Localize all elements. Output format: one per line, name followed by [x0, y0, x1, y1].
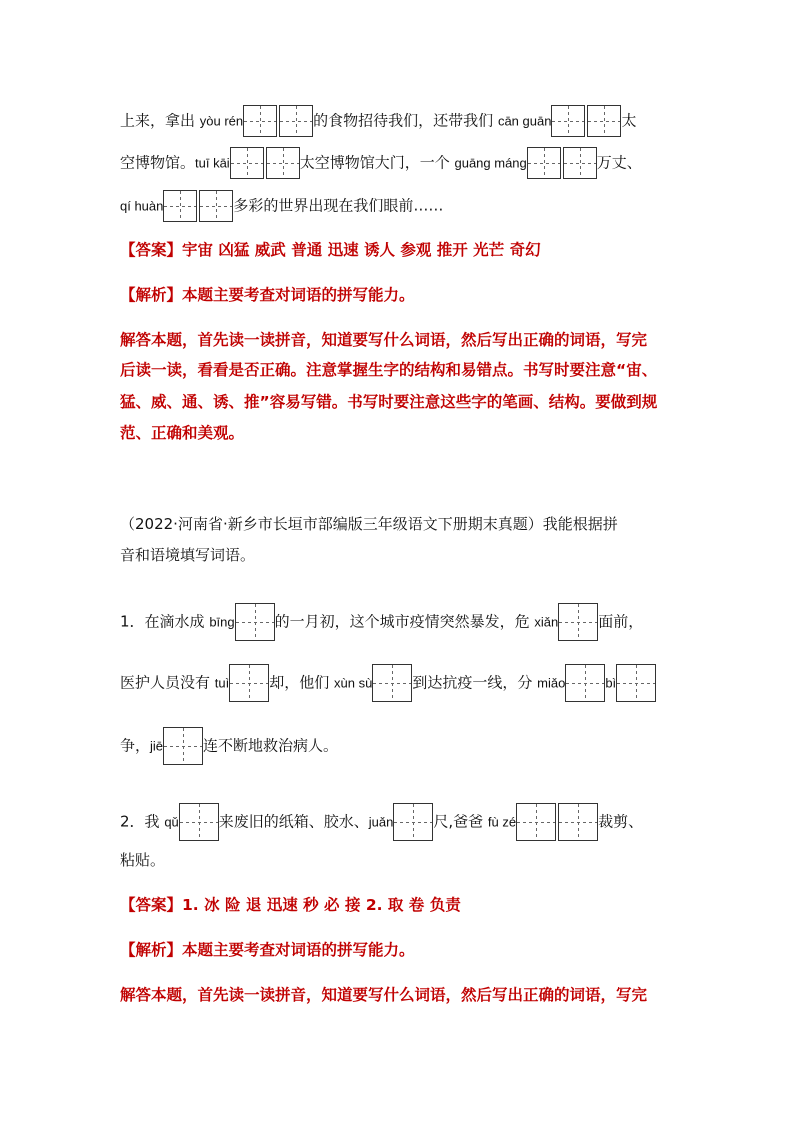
text: 连不断地救治病人。: [203, 736, 339, 755]
tianzige-box[interactable]: [587, 105, 621, 137]
tianzige-box[interactable]: [266, 147, 300, 179]
q2-item2-line-1: [120, 803, 643, 841]
pinyin: xiǎn: [534, 614, 559, 630]
tianzige-box[interactable]: [558, 803, 598, 841]
q1-analysis-line-3: 猛、威、通、诱、推”容易写错。书写时要注意这些字的笔画、结构。要做到规: [120, 393, 658, 411]
pinyin: tuì: [214, 675, 230, 691]
text: 争，: [120, 736, 151, 755]
text: 多彩的世界出现在我们眼前……: [233, 196, 444, 215]
tianzige-box[interactable]: [235, 603, 275, 641]
tianzige-box[interactable]: [393, 803, 433, 841]
pinyin: tuī kāi: [195, 155, 230, 171]
q2-header-line-2: 音和语境填写词语。: [120, 546, 256, 564]
q1-analysis-line-1: 解答本题，首先读一读拼音，知道要写什么词语，然后写出正确的词语，写完: [120, 331, 648, 349]
q2-analysis-title: 【解析】本题主要考查对词语的拼写能力。: [120, 941, 415, 959]
pinyin: yòu rén: [199, 113, 244, 129]
q1-line-3: [120, 190, 443, 222]
q1-line-1: [120, 105, 636, 137]
text: 的一月初，这个城市疫情突然暴发，危: [274, 612, 535, 631]
tianzige-box[interactable]: [616, 664, 656, 702]
answer-boxes[interactable]: [243, 105, 313, 137]
q1-analysis-line-4: 范、正确和美观。: [120, 424, 245, 442]
pinyin: qí huàn: [120, 198, 164, 214]
text: 2．我: [120, 812, 165, 831]
answer-boxes[interactable]: [558, 603, 598, 641]
tianzige-box[interactable]: [243, 105, 277, 137]
answer-boxes[interactable]: [551, 105, 621, 137]
answer-boxes[interactable]: [516, 803, 598, 841]
q1-analysis-line-2: 后读一读，看看是否正确。注意掌握生字的结构和易错点。书写时要注意“宙、: [120, 361, 658, 379]
q2-analysis-line-1: 解答本题，首先读一读拼音，知道要写什么词语，然后写出正确的词语，写完: [120, 986, 648, 1004]
text: 空博物馆。: [120, 153, 196, 172]
text: 裁剪、: [598, 812, 644, 831]
text: 的食物招待我们，还带我们: [313, 111, 498, 130]
q2-header-line-1: （2022·河南省·新乡市长垣市部编版三年级语文下册期末真题）我能根据拼: [120, 515, 618, 533]
text: 1．在滴水成: [120, 612, 210, 631]
q1-answer: 【答案】宇宙 凶猛 威武 普通 迅速 诱人 参观 推开 光芒 奇幻: [120, 241, 541, 259]
text: 来废旧的纸箱、胶水、: [218, 812, 369, 831]
answer-boxes[interactable]: [163, 190, 233, 222]
answer-boxes[interactable]: [565, 664, 605, 702]
text: 太空博物馆大门，一个: [299, 153, 455, 172]
tianzige-box[interactable]: [199, 190, 233, 222]
tianzige-box[interactable]: [558, 603, 598, 641]
text: 却，他们: [269, 673, 335, 692]
pinyin: fù zé: [487, 814, 517, 830]
text: 到达抗疫一线，分: [412, 673, 538, 692]
pinyin: bīng: [209, 614, 235, 630]
q1-analysis-title: 【解析】本题主要考查对词语的拼写能力。: [120, 286, 415, 304]
tianzige-box[interactable]: [163, 727, 203, 765]
answer-boxes[interactable]: [229, 664, 269, 702]
tianzige-box[interactable]: [551, 105, 585, 137]
tianzige-box[interactable]: [372, 664, 412, 702]
tianzige-box[interactable]: [163, 190, 197, 222]
answer-boxes[interactable]: [616, 664, 656, 702]
q2-item2-line-2: 粘贴。: [120, 851, 166, 869]
text: 上来，拿出: [120, 111, 200, 130]
pinyin: cān guān: [497, 113, 552, 129]
tianzige-box[interactable]: [179, 803, 219, 841]
tianzige-box[interactable]: [230, 147, 264, 179]
tianzige-box[interactable]: [516, 803, 556, 841]
q1-line-2: [120, 147, 642, 179]
q2-answer: 【答案】1. 冰 险 退 迅速 秒 必 接 2. 取 卷 负责: [120, 896, 461, 914]
pinyin: guāng máng: [454, 155, 527, 171]
answer-boxes[interactable]: [527, 147, 597, 179]
text: 面前，: [598, 612, 644, 631]
pinyin: xùn sù: [334, 675, 373, 691]
answer-boxes[interactable]: [230, 147, 300, 179]
text: 万丈、: [596, 153, 642, 172]
pinyin: qǔ: [164, 814, 179, 830]
tianzige-box[interactable]: [229, 664, 269, 702]
pinyin: bì: [605, 675, 617, 691]
q2-item1-line-2: [120, 664, 656, 702]
q2-item1-line-3: [120, 727, 338, 765]
pinyin: juǎn: [368, 814, 394, 830]
answer-boxes[interactable]: [235, 603, 275, 641]
tianzige-box[interactable]: [279, 105, 313, 137]
tianzige-box[interactable]: [527, 147, 561, 179]
answer-boxes[interactable]: [179, 803, 219, 841]
tianzige-box[interactable]: [565, 664, 605, 702]
pinyin: miǎo: [537, 675, 566, 691]
answer-boxes[interactable]: [163, 727, 203, 765]
text: 太: [621, 111, 637, 130]
text: 医护人员没有: [120, 673, 215, 692]
answer-boxes[interactable]: [393, 803, 433, 841]
pinyin: jiē: [150, 738, 164, 754]
tianzige-box[interactable]: [563, 147, 597, 179]
q2-item1-line-1: [120, 603, 643, 641]
text: 尺,爸爸: [433, 812, 488, 831]
answer-boxes[interactable]: [372, 664, 412, 702]
